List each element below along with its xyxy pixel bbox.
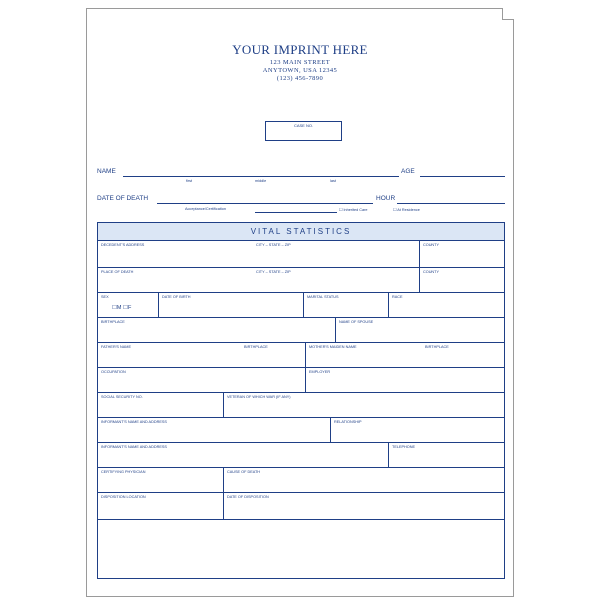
social-security-label: SOCIAL SECURITY NO. (101, 395, 143, 399)
age-label: AGE (401, 168, 415, 175)
date-of-death-label: DATE OF DEATH (97, 195, 149, 202)
age-field[interactable] (420, 176, 505, 177)
case-number-label: CASE NO. (293, 123, 314, 128)
imprint-city: ANYTOWN, USA 12345 (262, 67, 338, 74)
imprint-street: 123 MAIN STREET (269, 59, 331, 66)
name-field[interactable] (123, 176, 399, 177)
inherited-care-option[interactable]: ☐ Inherited Care (339, 208, 368, 212)
certification-field[interactable] (255, 212, 337, 213)
certifying-physician-label: CERTIFYING PHYSICIAN (101, 470, 146, 474)
death-city-state-zip-label: CITY – STATE – ZIP (256, 270, 291, 274)
fathers-name-label: FATHER'S NAME (101, 345, 131, 349)
imprint-phone: (123) 456-7890 (276, 75, 324, 82)
sex-options[interactable]: ☐M ☐F (112, 305, 132, 311)
telephone-label: TELEPHONE (392, 445, 415, 449)
disposition-location-label: DISPOSITION LOCATION (101, 495, 146, 499)
date-of-disposition-label: DATE OF DISPOSITION (227, 495, 269, 499)
race-label: RACE (392, 295, 403, 299)
cause-of-death-label: CAUSE OF DEATH (227, 470, 261, 474)
city-state-zip-label: CITY – STATE – ZIP (256, 243, 291, 247)
name-of-spouse-label: NAME OF SPOUSE (339, 320, 374, 324)
certification-caption: Acceptance/Certification (185, 207, 226, 211)
form-sheet (86, 8, 514, 597)
death-county-label: COUNTY (423, 270, 440, 274)
informants-name-address-label: INFORMANT'S NAME AND ADDRESS (101, 420, 167, 424)
date-of-birth-label: DATE OF BIRTH (162, 295, 191, 299)
hour-field[interactable] (397, 203, 505, 204)
birthplace-label: BIRTHPLACE (101, 320, 125, 324)
page-fold (502, 8, 514, 20)
vital-statistics-title: VITAL STATISTICS (98, 223, 504, 241)
mothers-birthplace-label: BIRTHPLACE (425, 345, 449, 349)
name-middle-caption: middle (255, 179, 267, 183)
informant-address-label: INFORMANT'S NAME AND ADDRESS (101, 445, 167, 449)
occupation-label: OCCUPATION (101, 370, 126, 374)
case-number-box[interactable] (265, 121, 342, 141)
place-of-death-label: PLACE OF DEATH (101, 270, 134, 274)
name-label: NAME (97, 168, 116, 175)
veteran-label: VETERAN OF WHICH WAR (IF ANY) (227, 395, 291, 399)
date-of-death-field[interactable] (157, 203, 373, 204)
name-last-caption: last (330, 179, 336, 183)
county-label: COUNTY (423, 243, 440, 247)
fathers-birthplace-label: BIRTHPLACE (244, 345, 268, 349)
imprint-title: YOUR IMPRINT HERE (232, 42, 368, 57)
name-first-caption: first (186, 179, 193, 183)
employer-label: EMPLOYER (309, 370, 331, 374)
relationship-label: RELATIONSHIP (334, 420, 362, 424)
vital-statistics-table (97, 222, 505, 579)
sex-label: SEX (101, 295, 109, 299)
marital-status-label: MARITAL STATUS (307, 295, 339, 299)
hour-label: HOUR (376, 195, 396, 202)
at-residence-option[interactable]: ☐ At Residence (393, 208, 420, 212)
mothers-maiden-name-label: MOTHER'S MAIDEN NAME (309, 345, 357, 349)
decedents-address-label: DECEDENT'S ADDRESS (101, 243, 145, 247)
